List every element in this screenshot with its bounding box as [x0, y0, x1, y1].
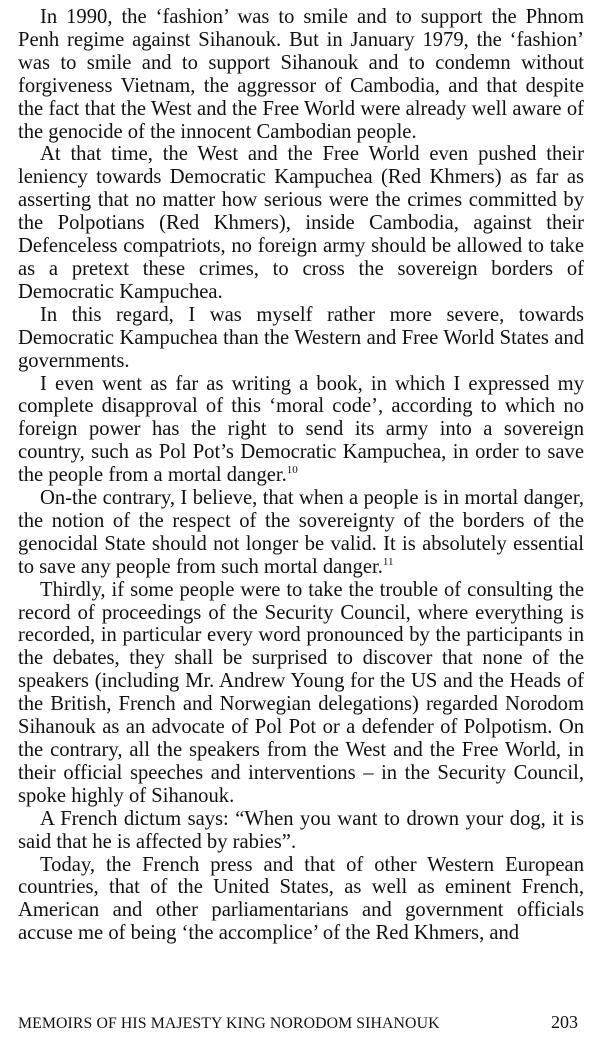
paragraph-text: In this regard, I was myself rather more severe, towards Democratic Kampuchea than the Western and Free World States and governments.	[18, 303, 584, 372]
paragraph-1	[18, 6, 584, 143]
paragraph-3	[18, 304, 584, 373]
page-body	[18, 6, 584, 945]
page-footer	[18, 1012, 584, 1034]
paragraph-text: A French dictum says: “When you want to drown your dog, it is said that he is affected by rabies”.	[18, 807, 584, 853]
paragraph-text: Thirdly, if some people were to take the trouble of consulting the record of proceedings of the Security Council, where everything is recorded, in particular every word pronounced by the participants in the debates, they shall be surprised to discover that none of the speakers (including Mr. Andrew Young for the US and the Heads of the British, French and Norwegian delegations) regarded Norodom Sihanouk as an advocate of Pol Pot or a defender of Polpotism. On the contrary, all the speakers from the West and the Free World, in their official speeches and interventions – in the Security Council, spoke highly of Sihanouk.	[18, 578, 584, 807]
paragraph-text: I even went as far as writing a book, in which I expressed my complete disapproval of this ‘moral code’, according to which no foreign power has the right to send its army into a sovereign country, such as Pol Pot’s Democratic Kampuchea, in order to save the people from a mortal danger.	[18, 372, 584, 487]
paragraph-4	[18, 373, 584, 488]
paragraph-text: Today, the French press and that of other Western European countries, that of the United States, as well as eminent French, American and other parliamentarians and government officials accuse me of being ‘the accomplice’ of the Red Khmers, and	[18, 853, 584, 945]
page-number: 203	[551, 1012, 578, 1032]
paragraph-5	[18, 487, 584, 579]
footnote-ref-11: 11	[382, 555, 394, 568]
paragraph-text: In 1990, the ‘fashion’ was to smile and to support the Phnom Penh regime against Sihanouk. But in January 1979, the ‘fashion’ was to smile and to support Sihanouk and to condemn without forgiveness Vietnam, the aggressor of Cambodia, and that despite the fact that the West and the Free World were already well aware of the genocide of the innocent Cambodian people.	[18, 6, 584, 143]
paragraph-8	[18, 854, 584, 946]
running-footer-title: MEMOIRS OF HIS MAJESTY KING NORODOM SIHANOUK	[18, 1015, 440, 1032]
paragraph-6	[18, 579, 584, 808]
paragraph-7	[18, 808, 584, 854]
paragraph-2	[18, 143, 584, 303]
paragraph-text: On-the contrary, I believe, that when a people is in mortal danger, the notion of the respect of the sovereignty of the borders of the genocidal State should not longer be valid. It is absolutely essential to save any people from such mortal danger.	[18, 487, 584, 578]
paragraph-text: At that time, the West and the Free World even pushed their leniency towards Democratic Kampuchea (Red Khmers) as far as asserting that no matter how serious were the crimes committed by the Polpotians (Red Khmers), inside Cambodia, against their Defenceless compatriots, no foreign army should be allowed to take as a pretext these crimes, to cross the sovereign borders of Democratic Kampuchea.	[18, 143, 584, 303]
footnote-ref-10: 10	[286, 464, 298, 477]
